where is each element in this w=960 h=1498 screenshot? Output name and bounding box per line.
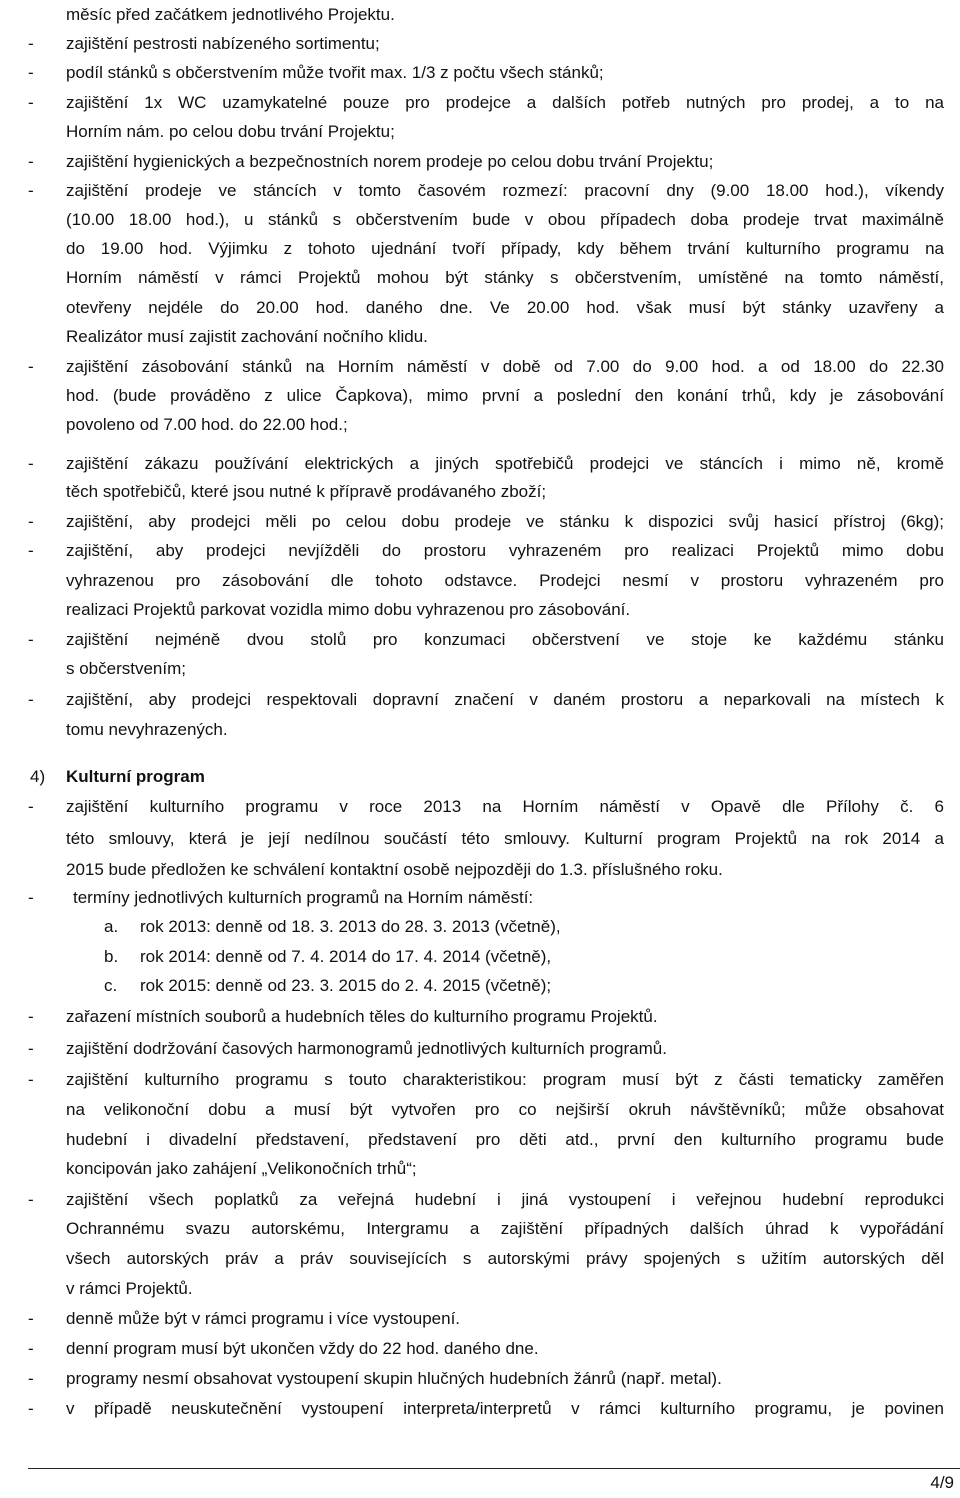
text-line	[0, 855, 960, 885]
line-text: hod. (bude prováděno z ulice Čapkova), mimo první a poslední den konání trhů, kdy je zásobování	[66, 386, 944, 405]
line-text: zařazení místních souborů a hudebních těles do kulturního programu Projektů.	[66, 1007, 658, 1026]
line-text: Horním nám. po celou dobu trvání Projektu;	[66, 122, 395, 141]
bullet-dash: -	[28, 888, 34, 907]
line-text: denní program musí být ukončen vždy do 22 hod. daného dne.	[66, 1339, 539, 1358]
bullet-dash: -	[28, 181, 34, 200]
list-item	[0, 1304, 960, 1334]
text-line	[0, 293, 960, 323]
line-text: rok 2015: denně od 23. 3. 2015 do 2. 4. 2015 (včetně);	[140, 976, 552, 995]
text-line	[0, 715, 960, 745]
line-text: otevřeny nejdéle do 20.00 hod. daného dne. Ve 20.00 hod. však musí být stánky uzavřeny a	[66, 298, 944, 317]
line-text: rok 2014: denně od 7. 4. 2014 do 17. 4. 2014 (včetně),	[140, 947, 552, 966]
list-item	[0, 449, 960, 479]
bullet-dash: -	[28, 1007, 34, 1026]
text-line	[0, 322, 960, 352]
bullet-dash: -	[28, 1369, 34, 1388]
line-text: zajištění dodržování časových harmonogramů jednotlivých kulturních programů.	[66, 1039, 667, 1058]
bullet-dash: -	[28, 1339, 34, 1358]
text-line	[0, 1154, 960, 1184]
bullet-dash: -	[28, 152, 34, 171]
line-text: hudební i divadelní představení, představení pro děti atd., první den kulturního programu bude	[66, 1130, 944, 1149]
line-text: Horním náměstí v rámci Projektů mohou být stánky s občerstvením, umístěné na tomto náměstí,	[66, 268, 944, 287]
list-item	[0, 1185, 960, 1215]
text-line	[0, 1244, 960, 1274]
bullet-dash: -	[28, 630, 34, 649]
list-item	[0, 1394, 960, 1424]
line-text: zajištění prodeje ve stáncích v tomto časovém rozmezí: pracovní dny (9.00 18.00 hod.), víkendy	[66, 181, 944, 200]
list-item	[0, 1034, 960, 1064]
bullet-dash: -	[28, 1039, 34, 1058]
footer-divider	[28, 1468, 960, 1469]
text-line	[0, 1095, 960, 1125]
line-text: měsíc před začátkem jednotlivého Projektu.	[66, 5, 395, 24]
sub-list-item	[0, 942, 960, 972]
line-text: zajištění, aby prodejci měli po celou dobu prodeje ve stánku k dispozici svůj hasicí přístroj (6kg);	[66, 512, 944, 531]
list-item	[0, 176, 960, 206]
text-line	[0, 205, 960, 235]
line-text: na velikonoční dobu a musí být vytvořen pro co nejširší okruh návštěvníků; může obsahovat	[66, 1100, 944, 1119]
page-number: 4/9	[930, 1473, 954, 1492]
text-line	[0, 1125, 960, 1155]
text-line	[0, 566, 960, 596]
line-text: tomu nevyhrazených.	[66, 720, 228, 739]
list-item	[0, 536, 960, 566]
line-text: zajištění kulturního programu v roce 2013 na Horním náměstí v Opavě dle Přílohy č. 6	[66, 797, 944, 816]
bullet-dash: -	[28, 512, 34, 531]
list-item	[0, 58, 960, 88]
line-text: povoleno od 7.00 hod. do 22.00 hod.;	[66, 415, 348, 434]
sub-label: b.	[104, 947, 119, 966]
bullet-dash: -	[28, 690, 34, 709]
sub-label: a.	[104, 917, 119, 936]
line-text: Realizátor musí zajistit zachování nočního klidu.	[66, 327, 428, 346]
text-line	[0, 1274, 960, 1304]
line-text: programy nesmí obsahovat vystoupení skupin hlučných hudebních žánrů (např. metal).	[66, 1369, 722, 1388]
line-text: Ochrannému svazu autorskému, Intergramu a zajištění případných dalších úhrad k vypořádání	[66, 1219, 944, 1238]
text-line	[0, 263, 960, 293]
line-text: zajištění zákazu používání elektrických a jiných spotřebičů prodejci ve stáncích i mimo ně, kromě	[66, 454, 944, 473]
line-text: zajištění kulturního programu s touto charakteristikou: program musí být z části tematicky zaměřen	[66, 1070, 944, 1089]
bullet-dash: -	[28, 93, 34, 112]
text-line	[0, 234, 960, 264]
line-text: termíny jednotlivých kulturních programů na Horním náměstí:	[73, 888, 534, 907]
list-item	[0, 1364, 960, 1394]
bullet-dash: -	[28, 454, 34, 473]
text-line	[0, 1214, 960, 1244]
list-item	[0, 507, 960, 537]
line-text: v případě neuskutečnění vystoupení interpreta/interpretů v rámci kulturního programu, je povinen	[66, 1399, 944, 1418]
bullet-dash: -	[28, 34, 34, 53]
line-text: všech autorských práv a práv souvisejících s autorskými právy spojených s užitím autorských děl	[66, 1249, 944, 1268]
line-text: zajištění 1x WC uzamykatelné pouze pro prodejce a dalších potřeb nutných pro prodej, a to na	[66, 93, 944, 112]
text-line	[0, 381, 960, 411]
line-text: (10.00 18.00 hod.), u stánků s občerstvením bude v obou případech doba prodeje trvat maximálně	[66, 210, 944, 229]
text-line	[0, 0, 960, 30]
list-item	[0, 147, 960, 177]
text-line	[0, 654, 960, 684]
section-title: Kulturní program	[66, 767, 205, 786]
bullet-dash: -	[28, 797, 34, 816]
line-text: zajištění, aby prodejci nevjížděli do prostoru vyhrazeném pro realizaci Projektů mimo dobu	[66, 541, 944, 560]
line-text: do 19.00 hod. Výjimku z tohoto ujednání tvoří případy, kdy během trvání kulturního programu na	[66, 239, 944, 258]
sub-label: c.	[104, 976, 118, 995]
line-text: zajištění pestrosti nabízeného sortimentu;	[66, 34, 380, 53]
line-text: podíl stánků s občerstvením může tvořit max. 1/3 z počtu všech stánků;	[66, 63, 604, 82]
list-item	[0, 88, 960, 118]
list-item	[0, 352, 960, 382]
list-item	[0, 1002, 960, 1032]
line-text: v rámci Projektů.	[66, 1279, 193, 1298]
line-text: vyhrazenou pro zásobování dle tohoto odstavce. Prodejci nesmí v prostoru vyhrazeném pro	[66, 571, 944, 590]
line-text: 2015 bude předložen ke schválení kontaktní osobě nejpozději do 1.3. příslušného roku.	[66, 860, 723, 879]
list-item	[0, 685, 960, 715]
list-item	[0, 1334, 960, 1364]
text-line	[0, 410, 960, 440]
list-item	[0, 29, 960, 59]
line-text: zajištění všech poplatků za veřejná hudební i jiná vystoupení i veřejnou hudební reprodukci	[66, 1190, 944, 1209]
line-text: zajištění, aby prodejci respektovali dopravní značení v daném prostoru a neparkovali na místech k	[66, 690, 944, 709]
sub-list-item	[0, 912, 960, 942]
list-item	[0, 1065, 960, 1095]
line-text: této smlouvy, která je její nedílnou součástí této smlouvy. Kulturní program Projektů na rok 2014 a	[66, 829, 944, 848]
bullet-dash: -	[28, 541, 34, 560]
line-text: zajištění nejméně dvou stolů pro konzumaci občerstvení ve stoje ke každému stánku	[66, 630, 944, 649]
text-line	[0, 824, 960, 854]
bullet-dash: -	[28, 1309, 34, 1328]
section-number: 4)	[30, 767, 46, 786]
line-text: s občerstvením;	[66, 659, 186, 678]
line-text: realizaci Projektů parkovat vozidla mimo dobu vyhrazenou pro zásobování.	[66, 600, 631, 619]
bullet-dash: -	[28, 357, 34, 376]
text-line	[0, 477, 960, 507]
line-text: těch spotřebičů, které jsou nutné k přípravě prodávaného zboží;	[66, 482, 547, 501]
bullet-dash: -	[28, 63, 34, 82]
line-text: koncipován jako zahájení „Velikonočních trhů“;	[66, 1159, 417, 1178]
line-text: rok 2013: denně od 18. 3. 2013 do 28. 3. 2013 (včetně),	[140, 917, 561, 936]
list-item	[0, 883, 960, 913]
sub-list-item	[0, 971, 960, 1001]
bullet-dash: -	[28, 1190, 34, 1209]
line-text: zajištění hygienických a bezpečnostních norem prodeje po celou dobu trvání Projektu;	[66, 152, 714, 171]
bullet-dash: -	[28, 1399, 34, 1418]
line-text: zajištění zásobování stánků na Horním náměstí v době od 7.00 do 9.00 hod. a od 18.00 do 22.30	[66, 357, 944, 376]
bullet-dash: -	[28, 1070, 34, 1089]
list-item	[0, 792, 960, 822]
text-line	[0, 117, 960, 147]
section-heading	[0, 762, 960, 792]
text-line	[0, 595, 960, 625]
list-item	[0, 625, 960, 655]
line-text: denně může být v rámci programu i více vystoupení.	[66, 1309, 461, 1328]
